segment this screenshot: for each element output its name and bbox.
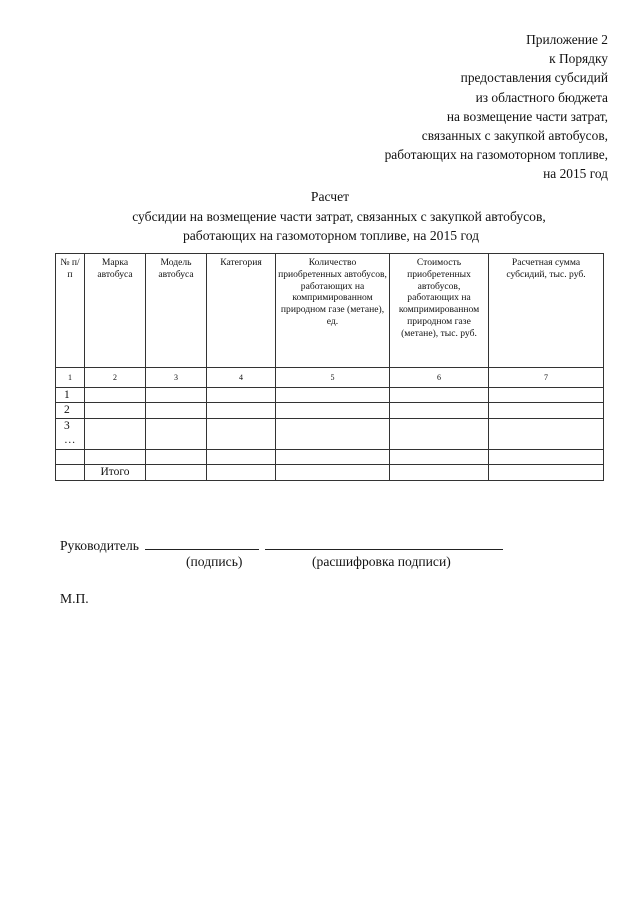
empty-cell <box>276 465 390 481</box>
row-number: 1 <box>56 388 85 403</box>
empty-cell <box>146 419 207 450</box>
column-number: 5 <box>276 368 390 388</box>
empty-cell <box>146 465 207 481</box>
empty-cell <box>390 465 489 481</box>
row-label <box>85 450 146 465</box>
empty-cell <box>207 465 276 481</box>
row-label <box>85 388 146 403</box>
name-caption: (расшифровка подписи) <box>312 554 451 569</box>
table-row <box>56 388 604 403</box>
empty-cell <box>489 388 604 403</box>
empty-cell <box>489 403 604 419</box>
signature-line <box>60 537 503 554</box>
table-row <box>56 450 604 465</box>
column-number: 3 <box>146 368 207 388</box>
empty-cell <box>390 388 489 403</box>
empty-cell <box>276 419 390 450</box>
empty-cell <box>489 450 604 465</box>
title-line: Расчет <box>310 189 350 204</box>
column-number: 7 <box>489 368 604 388</box>
empty-cell <box>207 388 276 403</box>
header-cell: № п/п <box>56 254 85 368</box>
appendix-line: предоставления субсидий <box>460 70 608 86</box>
empty-cell <box>146 403 207 419</box>
empty-cell <box>390 419 489 450</box>
signature-caption: (подпись) <box>186 554 243 569</box>
empty-cell <box>207 450 276 465</box>
appendix-line: из областного бюджета <box>475 89 608 105</box>
empty-cell <box>146 450 207 465</box>
column-number: 6 <box>390 368 489 388</box>
stamp-placeholder: М.П. <box>60 591 89 606</box>
appendix-line: Приложение 2 <box>526 32 608 47</box>
header-cell: Категория <box>207 254 276 368</box>
subsidy-calculation-table <box>55 253 604 481</box>
table-row <box>56 419 604 450</box>
appendix-line: связанных с закупкой автобусов, <box>421 128 608 144</box>
header-cell: Модель автобуса <box>146 254 207 368</box>
table-row <box>56 403 604 419</box>
title-line: работающих на газомоторном топливе, на 2015 год <box>182 228 480 243</box>
name-blank <box>265 537 503 550</box>
total-label: Итого <box>85 465 146 481</box>
title-line: субсидии на возмещение части затрат, связанных с закупкой автобусов, <box>132 208 546 224</box>
row-number: 2 <box>56 403 85 419</box>
empty-cell <box>146 388 207 403</box>
empty-cell <box>489 419 604 450</box>
document-title <box>60 187 600 246</box>
row-number: 3 … <box>56 419 85 450</box>
appendix-line: на возмещение части затрат, <box>446 108 608 124</box>
column-number-row <box>56 368 604 388</box>
row-number <box>56 465 85 481</box>
row-label <box>85 419 146 450</box>
row-label <box>85 403 146 419</box>
header-cell: Расчетная сумма субсидий, тыс. руб. <box>489 254 604 368</box>
column-number: 1 <box>56 368 85 388</box>
header-cell: Количество приобретенных автобусов, работающих на компримированном природном газе (метане), ед. <box>276 254 390 368</box>
appendix-block <box>288 30 608 184</box>
appendix-line: к Порядку <box>549 51 608 67</box>
column-number: 2 <box>85 368 146 388</box>
header-cell: Марка автобуса <box>85 254 146 368</box>
empty-cell <box>207 403 276 419</box>
header-cell: Стоимость приобретенных автобусов, работающих на компримированном природном газе (метане), тыс. руб. <box>390 254 489 368</box>
table-header-row <box>56 254 604 368</box>
appendix-line: работающих на газомоторном топливе, <box>384 147 608 163</box>
empty-cell <box>276 388 390 403</box>
signature-role: Руководитель <box>60 538 139 553</box>
appendix-line: на 2015 год <box>543 166 608 182</box>
total-row <box>56 465 604 481</box>
signature-blank <box>145 537 259 550</box>
column-number: 4 <box>207 368 276 388</box>
row-number <box>56 450 85 465</box>
empty-cell <box>207 419 276 450</box>
empty-cell <box>276 403 390 419</box>
empty-cell <box>390 403 489 419</box>
empty-cell <box>390 450 489 465</box>
empty-cell <box>276 450 390 465</box>
empty-cell <box>489 465 604 481</box>
